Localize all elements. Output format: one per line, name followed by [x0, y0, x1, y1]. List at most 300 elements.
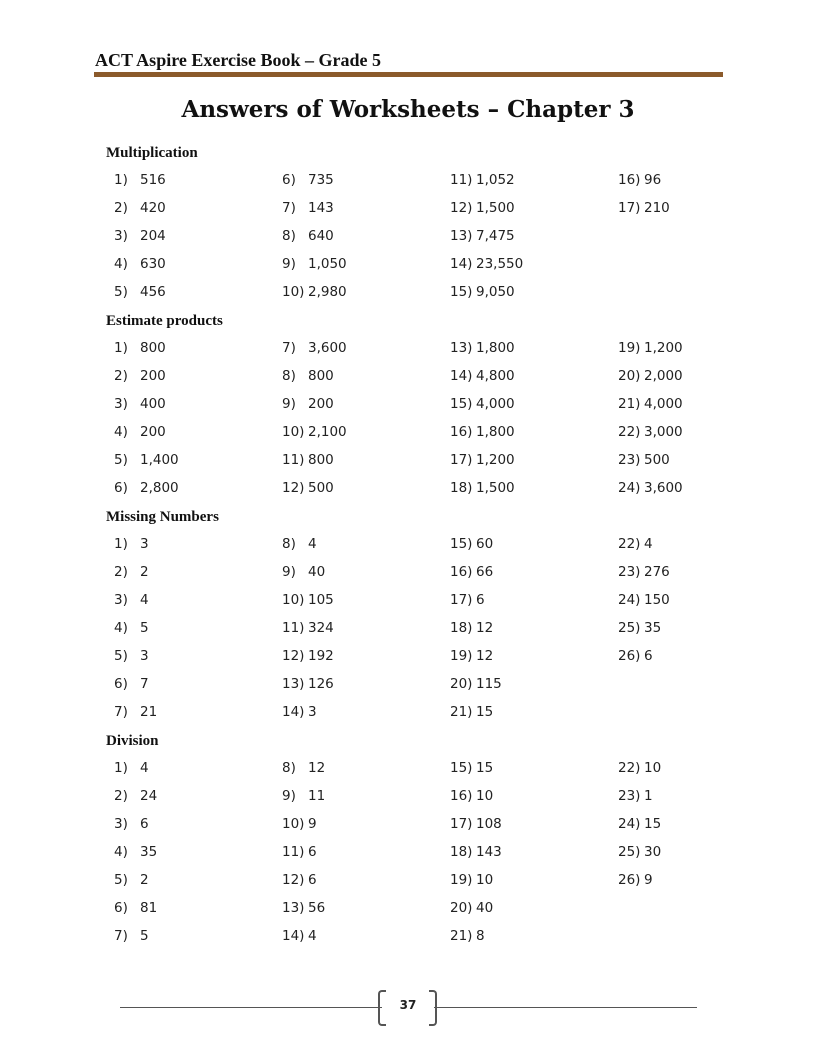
- question-number: 21): [450, 928, 473, 944]
- answer-value: 1,800: [476, 340, 515, 356]
- answer-grid: [114, 532, 746, 728]
- answer-item: [618, 644, 754, 672]
- answer-item: [618, 588, 754, 616]
- question-number: 21): [618, 396, 641, 412]
- answer-item: [282, 588, 450, 616]
- question-number: 4): [114, 844, 128, 860]
- answer-value: 1,500: [476, 200, 515, 216]
- question-number: 9): [282, 256, 296, 272]
- question-number: 13): [282, 676, 305, 692]
- question-number: 18): [450, 844, 473, 860]
- question-number: 22): [618, 536, 641, 552]
- header-rule: [94, 72, 723, 77]
- question-number: 24): [618, 592, 641, 608]
- question-number: 6): [114, 480, 128, 496]
- answer-value: 2,800: [140, 480, 179, 496]
- question-number: 4): [114, 256, 128, 272]
- answer-value: 800: [308, 368, 334, 384]
- answer-item: [618, 448, 754, 476]
- answer-value: 6: [644, 648, 653, 664]
- answer-item: [450, 616, 618, 644]
- question-number: 17): [450, 816, 473, 832]
- answer-value: 126: [308, 676, 334, 692]
- question-number: 18): [450, 620, 473, 636]
- answer-value: 2,100: [308, 424, 347, 440]
- answer-item: [282, 224, 450, 252]
- question-number: 5): [114, 872, 128, 888]
- question-number: 6): [114, 676, 128, 692]
- answer-value: 5: [140, 620, 149, 636]
- answer-value: 4,000: [476, 396, 515, 412]
- section-title: Missing Numbers: [106, 509, 219, 525]
- answer-item: [282, 336, 450, 364]
- question-number: 19): [450, 872, 473, 888]
- question-number: 1): [114, 172, 128, 188]
- answer-item: [618, 616, 754, 644]
- answer-item: [450, 280, 618, 308]
- question-number: 24): [618, 480, 641, 496]
- answer-value: 15: [644, 816, 662, 832]
- question-number: 2): [114, 788, 128, 804]
- question-number: 15): [450, 396, 473, 412]
- question-number: 9): [282, 396, 296, 412]
- answer-value: 3: [140, 648, 149, 664]
- question-number: 3): [114, 396, 128, 412]
- answer-item: [450, 476, 618, 504]
- question-number: 1): [114, 760, 128, 776]
- answer-value: 66: [476, 564, 494, 580]
- answer-item: [450, 672, 618, 700]
- answer-item: [450, 336, 618, 364]
- answer-item: [114, 812, 282, 840]
- answer-item: [618, 784, 754, 812]
- answer-item: [114, 840, 282, 868]
- question-number: 13): [450, 228, 473, 244]
- answer-value: 276: [644, 564, 670, 580]
- answer-value: 516: [140, 172, 166, 188]
- answer-item: [618, 896, 754, 924]
- answer-value: 420: [140, 200, 166, 216]
- question-number: 3): [114, 816, 128, 832]
- question-number: 15): [450, 536, 473, 552]
- section-title: Division: [106, 733, 159, 749]
- answer-item: [282, 756, 450, 784]
- answer-item: [618, 532, 754, 560]
- page-number-left-bracket: [378, 990, 386, 1026]
- answer-item: [282, 392, 450, 420]
- answer-item: [450, 756, 618, 784]
- answer-item: [282, 868, 450, 896]
- answer-value: 210: [644, 200, 670, 216]
- answer-value: 640: [308, 228, 334, 244]
- answer-item: [618, 476, 754, 504]
- answer-value: 40: [476, 900, 494, 916]
- answer-item: [114, 700, 282, 728]
- question-number: 25): [618, 620, 641, 636]
- answer-item: [450, 224, 618, 252]
- question-number: 18): [450, 480, 473, 496]
- question-number: 22): [618, 424, 641, 440]
- answer-value: 4: [140, 760, 149, 776]
- answer-item: [618, 336, 754, 364]
- question-number: 10): [282, 816, 305, 832]
- question-number: 23): [618, 788, 641, 804]
- answer-value: 81: [140, 900, 158, 916]
- question-number: 1): [114, 340, 128, 356]
- question-number: 10): [282, 592, 305, 608]
- answer-item: [450, 700, 618, 728]
- question-number: 13): [282, 900, 305, 916]
- answer-item: [114, 924, 282, 952]
- question-number: 14): [450, 256, 473, 272]
- question-number: 13): [450, 340, 473, 356]
- answer-value: 30: [644, 844, 662, 860]
- question-number: 5): [114, 648, 128, 664]
- answer-item: [114, 224, 282, 252]
- answer-item: [282, 196, 450, 224]
- question-number: 11): [282, 620, 305, 636]
- answer-value: 108: [476, 816, 502, 832]
- question-number: 9): [282, 564, 296, 580]
- answer-value: 4,800: [476, 368, 515, 384]
- answer-item: [618, 392, 754, 420]
- answer-value: 2,000: [644, 368, 683, 384]
- answer-item: [282, 700, 450, 728]
- footer-rule-right: [434, 1007, 697, 1008]
- answer-item: [114, 252, 282, 280]
- question-number: 23): [618, 452, 641, 468]
- answer-item: [450, 812, 618, 840]
- question-number: 17): [618, 200, 641, 216]
- answer-value: 1,052: [476, 172, 515, 188]
- answer-value: 800: [308, 452, 334, 468]
- answer-item: [114, 476, 282, 504]
- section-title: Estimate products: [106, 313, 223, 329]
- question-number: 6): [282, 172, 296, 188]
- answer-item: [618, 252, 754, 280]
- answer-item: [450, 924, 618, 952]
- answer-value: 96: [644, 172, 662, 188]
- answer-item: [114, 784, 282, 812]
- answer-item: [114, 532, 282, 560]
- answer-item: [114, 588, 282, 616]
- answer-item: [450, 448, 618, 476]
- question-number: 7): [114, 928, 128, 944]
- question-number: 15): [450, 284, 473, 300]
- answer-item: [114, 168, 282, 196]
- answer-grid: [114, 756, 746, 952]
- answer-item: [450, 840, 618, 868]
- answer-value: 200: [140, 368, 166, 384]
- answer-item: [282, 168, 450, 196]
- answer-value: 24: [140, 788, 158, 804]
- question-number: 12): [282, 648, 305, 664]
- answer-item: [282, 896, 450, 924]
- answer-item: [114, 644, 282, 672]
- answer-item: [282, 476, 450, 504]
- answer-item: [618, 868, 754, 896]
- question-number: 24): [618, 816, 641, 832]
- question-number: 2): [114, 564, 128, 580]
- answer-item: [450, 644, 618, 672]
- question-number: 8): [282, 228, 296, 244]
- answer-value: 1: [644, 788, 653, 804]
- question-number: 5): [114, 284, 128, 300]
- question-number: 7): [282, 200, 296, 216]
- question-number: 8): [282, 760, 296, 776]
- answer-item: [450, 392, 618, 420]
- section-title: Multiplication: [106, 145, 198, 161]
- answer-value: 1,200: [644, 340, 683, 356]
- answer-value: 1,200: [476, 452, 515, 468]
- answer-grid: [114, 168, 746, 308]
- answer-item: [114, 616, 282, 644]
- running-header: ACT Aspire Exercise Book – Grade 5: [95, 50, 382, 70]
- answer-value: 7: [140, 676, 149, 692]
- answer-item: [114, 896, 282, 924]
- answer-item: [618, 168, 754, 196]
- answer-item: [282, 448, 450, 476]
- question-number: 5): [114, 452, 128, 468]
- question-number: 3): [114, 228, 128, 244]
- question-number: 12): [450, 200, 473, 216]
- answer-value: 23,550: [476, 256, 524, 272]
- answer-value: 9: [308, 816, 317, 832]
- answer-value: 7,475: [476, 228, 515, 244]
- answer-value: 10: [476, 872, 494, 888]
- answer-value: 21: [140, 704, 158, 720]
- answer-value: 10: [644, 760, 662, 776]
- page-number: 37: [399, 998, 417, 1012]
- answer-value: 4: [140, 592, 149, 608]
- answer-item: [282, 924, 450, 952]
- answer-item: [618, 364, 754, 392]
- answer-value: 105: [308, 592, 334, 608]
- answer-item: [450, 532, 618, 560]
- answer-item: [618, 280, 754, 308]
- answer-value: 1,050: [308, 256, 347, 272]
- answer-value: 5: [140, 928, 149, 944]
- answer-item: [282, 560, 450, 588]
- answer-item: [618, 560, 754, 588]
- answer-item: [114, 448, 282, 476]
- question-number: 26): [618, 872, 641, 888]
- answer-value: 4: [644, 536, 653, 552]
- question-number: 10): [282, 424, 305, 440]
- answer-item: [114, 672, 282, 700]
- answer-item: [450, 868, 618, 896]
- answer-value: 11: [308, 788, 326, 804]
- answer-value: 192: [308, 648, 334, 664]
- answer-item: [450, 168, 618, 196]
- question-number: 14): [450, 368, 473, 384]
- answer-value: 60: [476, 536, 494, 552]
- answer-item: [114, 364, 282, 392]
- answer-value: 35: [140, 844, 158, 860]
- question-number: 17): [450, 592, 473, 608]
- answer-value: 204: [140, 228, 166, 244]
- answer-item: [618, 812, 754, 840]
- answer-value: 500: [644, 452, 670, 468]
- answer-item: [450, 588, 618, 616]
- answer-value: 115: [476, 676, 502, 692]
- answer-value: 6: [476, 592, 485, 608]
- answer-value: 4: [308, 928, 317, 944]
- answer-item: [282, 840, 450, 868]
- question-number: 10): [282, 284, 305, 300]
- answer-value: 150: [644, 592, 670, 608]
- answer-item: [450, 896, 618, 924]
- answer-value: 800: [140, 340, 166, 356]
- answer-value: 3,000: [644, 424, 683, 440]
- answer-value: 9: [644, 872, 653, 888]
- question-number: 3): [114, 592, 128, 608]
- answer-value: 35: [644, 620, 662, 636]
- answer-value: 143: [308, 200, 334, 216]
- answer-value: 1,500: [476, 480, 515, 496]
- answer-item: [282, 532, 450, 560]
- question-number: 4): [114, 620, 128, 636]
- answer-item: [282, 672, 450, 700]
- answer-value: 3,600: [644, 480, 683, 496]
- answer-value: 1,800: [476, 424, 515, 440]
- question-number: 20): [450, 900, 473, 916]
- answer-value: 12: [476, 620, 494, 636]
- answer-item: [282, 280, 450, 308]
- answer-item: [450, 252, 618, 280]
- answer-item: [618, 924, 754, 952]
- question-number: 19): [618, 340, 641, 356]
- answer-value: 3: [140, 536, 149, 552]
- answer-value: 2,980: [308, 284, 347, 300]
- answer-value: 12: [308, 760, 326, 776]
- question-number: 11): [450, 172, 473, 188]
- answer-value: 6: [140, 816, 149, 832]
- answer-value: 6: [308, 844, 317, 860]
- question-number: 17): [450, 452, 473, 468]
- question-number: 14): [282, 928, 305, 944]
- answer-item: [282, 812, 450, 840]
- question-number: 19): [450, 648, 473, 664]
- answer-item: [282, 252, 450, 280]
- footer-rule-left: [120, 1007, 382, 1008]
- answer-value: 12: [476, 648, 494, 664]
- answer-value: 1,400: [140, 452, 179, 468]
- answer-item: [114, 868, 282, 896]
- answer-value: 56: [308, 900, 326, 916]
- answer-item: [114, 756, 282, 784]
- question-number: 25): [618, 844, 641, 860]
- answer-item: [114, 560, 282, 588]
- answer-item: [114, 336, 282, 364]
- answer-value: 6: [308, 872, 317, 888]
- answer-item: [282, 616, 450, 644]
- answer-item: [618, 672, 754, 700]
- question-number: 2): [114, 368, 128, 384]
- answer-value: 630: [140, 256, 166, 272]
- question-number: 15): [450, 760, 473, 776]
- answer-item: [618, 756, 754, 784]
- answer-item: [114, 420, 282, 448]
- question-number: 4): [114, 424, 128, 440]
- answer-item: [450, 784, 618, 812]
- answer-value: 2: [140, 872, 149, 888]
- answer-value: 3,600: [308, 340, 347, 356]
- question-number: 9): [282, 788, 296, 804]
- answer-value: 500: [308, 480, 334, 496]
- answer-item: [450, 560, 618, 588]
- answer-value: 4,000: [644, 396, 683, 412]
- answer-item: [450, 364, 618, 392]
- answer-value: 200: [308, 396, 334, 412]
- answer-value: 9,050: [476, 284, 515, 300]
- page-title: Answers of Worksheets – Chapter 3: [181, 96, 635, 123]
- answer-value: 3: [308, 704, 317, 720]
- question-number: 22): [618, 760, 641, 776]
- answer-item: [282, 784, 450, 812]
- answer-value: 143: [476, 844, 502, 860]
- answer-value: 40: [308, 564, 326, 580]
- answer-value: 15: [476, 760, 494, 776]
- question-number: 16): [450, 564, 473, 580]
- question-number: 14): [282, 704, 305, 720]
- answer-grid: [114, 336, 746, 504]
- answer-value: 200: [140, 424, 166, 440]
- answer-value: 400: [140, 396, 166, 412]
- question-number: 11): [282, 844, 305, 860]
- answer-item: [618, 840, 754, 868]
- question-number: 20): [618, 368, 641, 384]
- page-number-right-bracket: [429, 990, 437, 1026]
- question-number: 12): [282, 480, 305, 496]
- question-number: 11): [282, 452, 305, 468]
- question-number: 23): [618, 564, 641, 580]
- question-number: 21): [450, 704, 473, 720]
- answer-item: [282, 644, 450, 672]
- answers-content: [106, 142, 746, 954]
- answer-item: [114, 196, 282, 224]
- question-number: 7): [282, 340, 296, 356]
- answer-item: [114, 392, 282, 420]
- answer-value: 15: [476, 704, 494, 720]
- question-number: 2): [114, 200, 128, 216]
- answer-value: 8: [476, 928, 485, 944]
- answer-value: 324: [308, 620, 334, 636]
- answer-item: [618, 420, 754, 448]
- question-number: 16): [450, 788, 473, 804]
- answer-item: [450, 196, 618, 224]
- question-number: 16): [618, 172, 641, 188]
- answer-item: [282, 364, 450, 392]
- answer-item: [618, 196, 754, 224]
- answer-value: 10: [476, 788, 494, 804]
- answer-item: [282, 420, 450, 448]
- answer-value: 4: [308, 536, 317, 552]
- answer-value: 2: [140, 564, 149, 580]
- question-number: 8): [282, 368, 296, 384]
- answer-item: [618, 224, 754, 252]
- answer-value: 735: [308, 172, 334, 188]
- answer-value: 456: [140, 284, 166, 300]
- question-number: 20): [450, 676, 473, 692]
- question-number: 26): [618, 648, 641, 664]
- question-number: 12): [282, 872, 305, 888]
- question-number: 1): [114, 536, 128, 552]
- question-number: 7): [114, 704, 128, 720]
- answer-item: [450, 420, 618, 448]
- question-number: 16): [450, 424, 473, 440]
- answer-item: [114, 280, 282, 308]
